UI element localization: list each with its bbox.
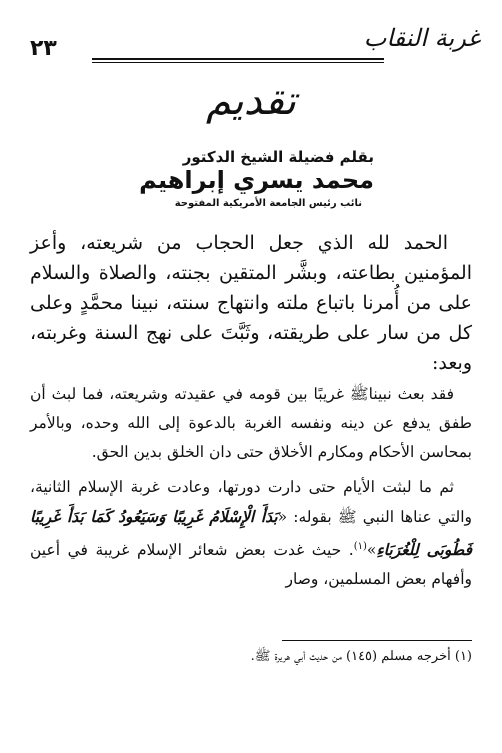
header-rule-thin	[92, 62, 384, 63]
paragraph-1: الحمد لله الذي جعل الحجاب من شريعته، وأعز المؤمنين بطاعته، وبشَّر المتقين بجنته، والصلاة والسلام على من أُمرنا باتباع ملته وانتهاج سنته، نبينا محمَّدٍ وعلى كل من سار على طريقته، وثَبَّتَ على نهج السنة وغربته، وبعد:	[30, 232, 472, 374]
section-title: تقديم	[205, 78, 297, 124]
footnote-marker: (١)	[353, 541, 367, 552]
paragraph-3	[30, 473, 472, 594]
paragraph-3-end: . حيث غدت بعض شعائر الإسلام غريبة في أعين وأفهام بعض المسلمين، وصار	[30, 541, 472, 589]
header-rule	[92, 58, 384, 60]
byline: بقلم فضيلة الشيخ الدكتور	[182, 148, 374, 166]
running-title: غربة النقاب	[363, 24, 480, 52]
page-header	[30, 22, 480, 62]
paragraph-2: فقد بعث نبيناﷺ غريبًا بين قومه في عقيدته وشريعته، فما لبث أن طفق يدفع عن دينه ونفسه الغربة بالدعوة إلى الله وحده، وبالأمر بمحاسن الأحكام ومكارم الأخلاق حتى دان الخلق بدين الحق.	[30, 385, 472, 461]
author-title: نائب رئيس الجامعة الأمريكية المفتوحة	[174, 198, 362, 209]
hadith-quote: بَدَأَ الْإِسْلَامُ غَرِيبًا وَسَيَعُودُ كَمَا بَدَأَ غَرِيبًا فَطُوبَى لِلْغُرَبَاءِ	[30, 507, 472, 560]
body-text	[30, 228, 472, 594]
paragraph-3-start: ثم ما لبثت الأيام حتى دارت دورتها، وعادت غربة الإسلام الثانية، والتي عناها النبي ﷺ بقوله: «	[30, 478, 473, 526]
author-name: محمد يسري إبراهيم	[139, 166, 374, 194]
quote-close: »	[366, 541, 377, 560]
footnote: (١) أخرجه مسلم (١٤٥) من حديث أبي هريرة ﷺ.	[250, 649, 472, 664]
footnote-rule	[282, 640, 472, 641]
page-number: ٢٣	[30, 36, 57, 61]
